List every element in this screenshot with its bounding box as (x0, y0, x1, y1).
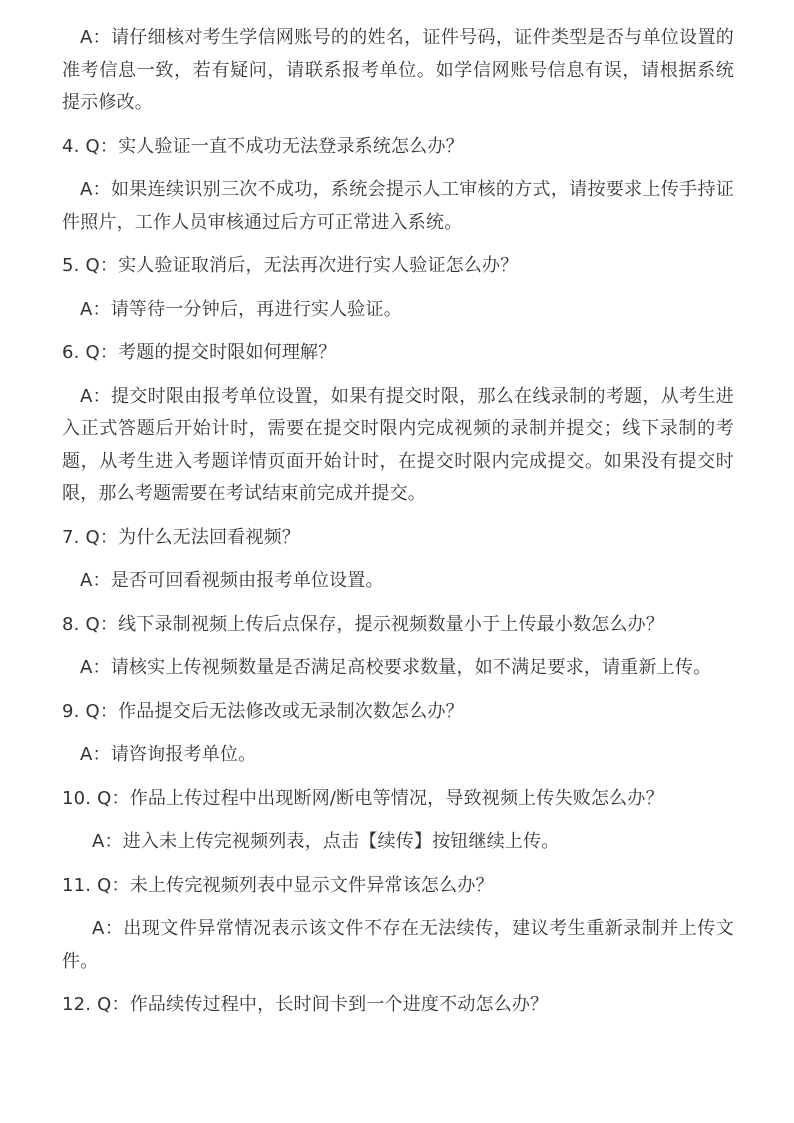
question-5: 5. Q：实人验证取消后，无法再次进行实人验证怎么办？ (62, 255, 519, 276)
question-10: 10. Q：作品上传过程中出现断网/断电等情况，导致视频上传失败怎么办？ (62, 787, 664, 809)
answer-9: A：请咨询报考单位。 (80, 744, 257, 765)
question-8: 8. Q：线下录制视频上传后点保存，提示视频数量小于上传最小数怎么办？ (62, 613, 665, 635)
question-7: 7. Q：为什么无法回看视频？ (62, 526, 301, 548)
question-4: 4. Q：实人验证一直不成功无法登录系统怎么办？ (62, 135, 464, 157)
question-12: 12. Q：作品续传过程中，长时间卡到一个进度不动怎么办？ (62, 994, 549, 1015)
question-11: 11. Q：未上传完视频列表中显示文件异常该怎么办？ (62, 874, 494, 896)
answer-3: A：请仔细核对考生学信网账号的的姓名，证件号码，证件类型是否与单位设置的准考信息一致，若有疑问，请联系报考单位。如学信网账号信息有误，请根据系统提示修改。 (62, 27, 734, 113)
answer-11: A：出现文件异常情况表示该文件不存在无法续传，建议考生重新录制并上传文件。 (62, 918, 734, 972)
answer-10: A：进入未上传完视频列表，点击【续传】按钮继续上传。 (92, 831, 560, 852)
answer-8: A：请核实上传视频数量是否满足高校要求数量，如不满足要求，请重新上传。 (80, 657, 712, 678)
question-9: 9. Q：作品提交后无法修改或无录制次数怎么办？ (62, 700, 464, 722)
answer-7: A：是否可回看视频由报考单位设置。 (80, 570, 384, 591)
question-6: 6. Q：考题的提交时限如何理解？ (62, 342, 337, 363)
answer-6: A：提交时限由报考单位设置，如果有提交时限，那么在线录制的考题，从考生进入正式答题后开始计时，需要在提交时限内完成视频的录制并提交；线下录制的考题，从考生进入考题详情页面开始计时，在提交时限内完成提交。如果没有提交时限，那么考题需要在考试结束前完成并提交。 (62, 385, 734, 504)
faq-content (62, 22, 734, 1033)
answer-4: A：如果连续识别三次不成功，系统会提示人工审核的方式，请按要求上传手持证件照片，工作人员审核通过后方可正常进入系统。 (62, 179, 734, 233)
answer-5: A：请等待一分钟后，再进行实人验证。 (80, 298, 402, 320)
